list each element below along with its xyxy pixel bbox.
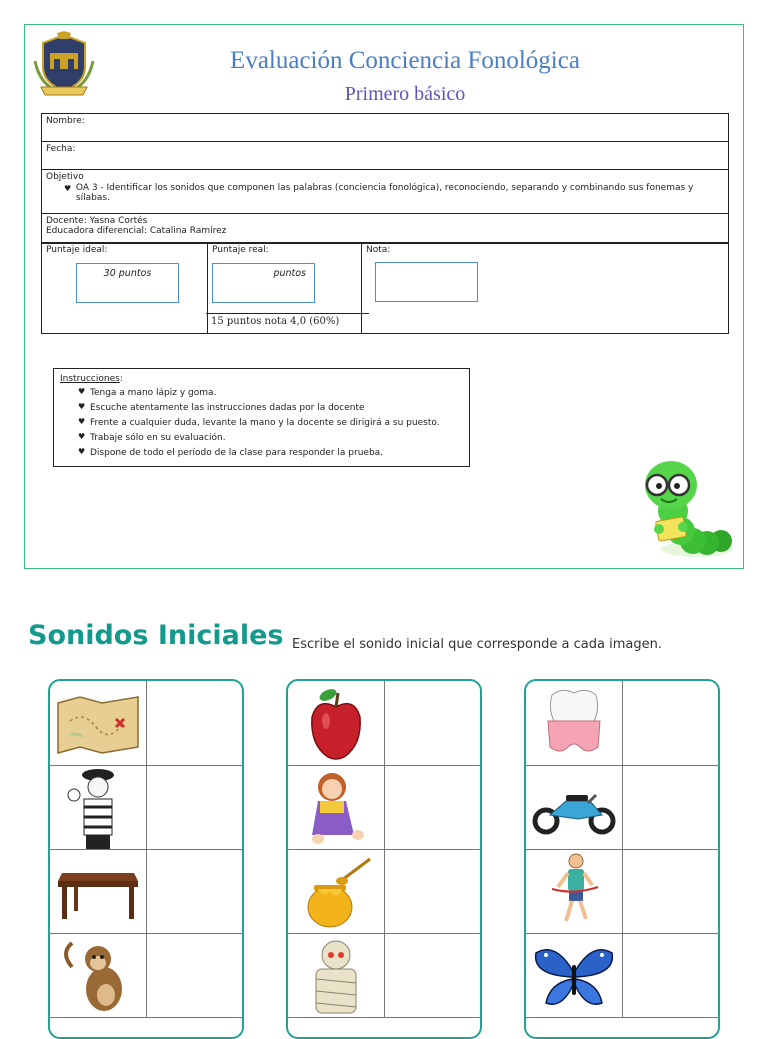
- picture-cell: [50, 849, 147, 933]
- date-label: Fecha:: [46, 144, 76, 154]
- mime-icon: [50, 765, 146, 849]
- grade-box[interactable]: [375, 262, 478, 302]
- list-item: ♥ Tenga a mano lápiz y goma.: [78, 386, 463, 401]
- list-item: ♥ Escuche atentamente las instrucciones dadas por la docente: [78, 401, 463, 416]
- answer-cell[interactable]: [623, 849, 718, 933]
- grade-label: Nota:: [366, 245, 391, 255]
- picture-cell: [50, 765, 147, 849]
- answer-row: [50, 849, 242, 934]
- answer-row: [288, 681, 480, 766]
- section-title: Sonidos Iniciales: [28, 620, 284, 651]
- motorcycle-icon: [526, 765, 622, 849]
- picture-cell: [526, 849, 623, 933]
- heart-icon: ♥: [64, 184, 72, 193]
- name-field[interactable]: [42, 114, 729, 142]
- answer-row: [526, 849, 718, 934]
- initial-sounds-card-2: [286, 679, 482, 1039]
- picture-cell: [50, 681, 147, 765]
- teacher-name: Docente: Yasna Cortés: [46, 216, 148, 226]
- answer-row: [288, 933, 480, 1018]
- table-icon: [50, 849, 146, 933]
- honey-pot-icon: [288, 849, 384, 933]
- picture-cell: [288, 765, 385, 849]
- objective-label: Objetivo: [46, 172, 84, 182]
- staff-cell: [42, 214, 729, 244]
- answer-row: [50, 681, 242, 766]
- initial-sounds-card-1: [48, 679, 244, 1039]
- answer-row: [50, 765, 242, 850]
- mummy-icon: [288, 933, 384, 1017]
- treasure-map-icon: [50, 681, 146, 765]
- bookworm-icon: [635, 445, 735, 563]
- answer-row: [526, 933, 718, 1018]
- real-score-label: Puntaje real:: [212, 245, 269, 255]
- section-subtitle: Escribe el sonido inicial que corresponde a cada imagen.: [292, 637, 662, 652]
- answer-cell[interactable]: [385, 681, 480, 765]
- tooth-icon: [526, 681, 622, 765]
- page-subtitle: Primero básico: [344, 83, 466, 105]
- monkey-icon: [50, 933, 146, 1017]
- divider: [206, 313, 369, 314]
- instructions-box: Instrucciones: ♥ Tenga a mano lápiz y goma. ♥ Escuche atentamente las instrucciones dadas por la docente ♥ Frente a cualquier duda, levante la mano y la docente se dirigirá a su puesto. ♥ Trabaje sólo en su evaluación. ♥ Dispone de todo el período de la clase para responder la prueba.: [53, 368, 470, 467]
- answer-cell[interactable]: [147, 933, 242, 1017]
- answer-cell[interactable]: [623, 681, 718, 765]
- page-title: Evaluación Conciencia Fonológica: [230, 47, 580, 74]
- ideal-score-label: Puntaje ideal:: [46, 245, 108, 255]
- answer-cell[interactable]: [623, 765, 718, 849]
- answer-cell[interactable]: [623, 933, 718, 1017]
- list-item: ♥ Dispone de todo el período de la clase para responder la prueba.: [78, 446, 463, 461]
- list-item: ♥ Frente a cualquier duda, levante la mano y la docente se dirigirá a su puesto.: [78, 416, 463, 431]
- answer-row: [50, 933, 242, 1018]
- picture-cell: [526, 681, 623, 765]
- answer-cell[interactable]: [147, 849, 242, 933]
- answer-cell[interactable]: [147, 681, 242, 765]
- answer-cell[interactable]: [385, 849, 480, 933]
- heart-icon: ♥: [78, 432, 86, 441]
- evaluation-sheet: [24, 24, 744, 569]
- answer-row: [288, 849, 480, 934]
- butterfly-icon: [526, 933, 622, 1017]
- picture-cell: [288, 849, 385, 933]
- apple-icon: [288, 681, 384, 765]
- heart-icon: ♥: [78, 447, 86, 456]
- heart-icon: ♥: [78, 402, 86, 411]
- picture-cell: [50, 933, 147, 1017]
- grade-scale-note: 15 puntos nota 4,0 (60%): [211, 316, 340, 327]
- answer-cell[interactable]: [147, 765, 242, 849]
- answer-row: [526, 681, 718, 766]
- school-crest-icon: [33, 31, 95, 97]
- initial-sounds-card-3: [524, 679, 720, 1039]
- runner-icon: [526, 849, 622, 933]
- heart-icon: ♥: [78, 387, 86, 396]
- answer-cell[interactable]: [385, 933, 480, 1017]
- heart-icon: ♥: [78, 417, 86, 426]
- picture-cell: [526, 933, 623, 1017]
- objective-text: OA 3 - Identificar los sonidos que componen las palabras (conciencia fonológica), reconociendo, separando y combinando sus fonemas y sílabas.: [75, 183, 694, 203]
- picture-cell: [526, 765, 623, 849]
- list-item: ♥ Trabaje sólo en su evaluación.: [78, 431, 463, 446]
- picture-cell: [288, 933, 385, 1017]
- doll-icon: [288, 765, 384, 849]
- objective-cell: [42, 170, 729, 214]
- answer-cell[interactable]: [385, 765, 480, 849]
- answer-row: [288, 765, 480, 850]
- answer-row: [526, 765, 718, 850]
- real-score-box[interactable]: puntos: [212, 263, 315, 303]
- instructions-title: Instrucciones: [60, 374, 120, 384]
- instructions-list: [60, 386, 463, 461]
- date-field[interactable]: [42, 142, 729, 170]
- ideal-score-box: 30 puntos: [76, 263, 179, 303]
- picture-cell: [288, 681, 385, 765]
- special-ed-teacher-name: Educadora diferencial: Catalina Ramírez: [46, 226, 227, 236]
- student-info-table: [41, 113, 729, 244]
- name-label: Nombre:: [46, 116, 85, 126]
